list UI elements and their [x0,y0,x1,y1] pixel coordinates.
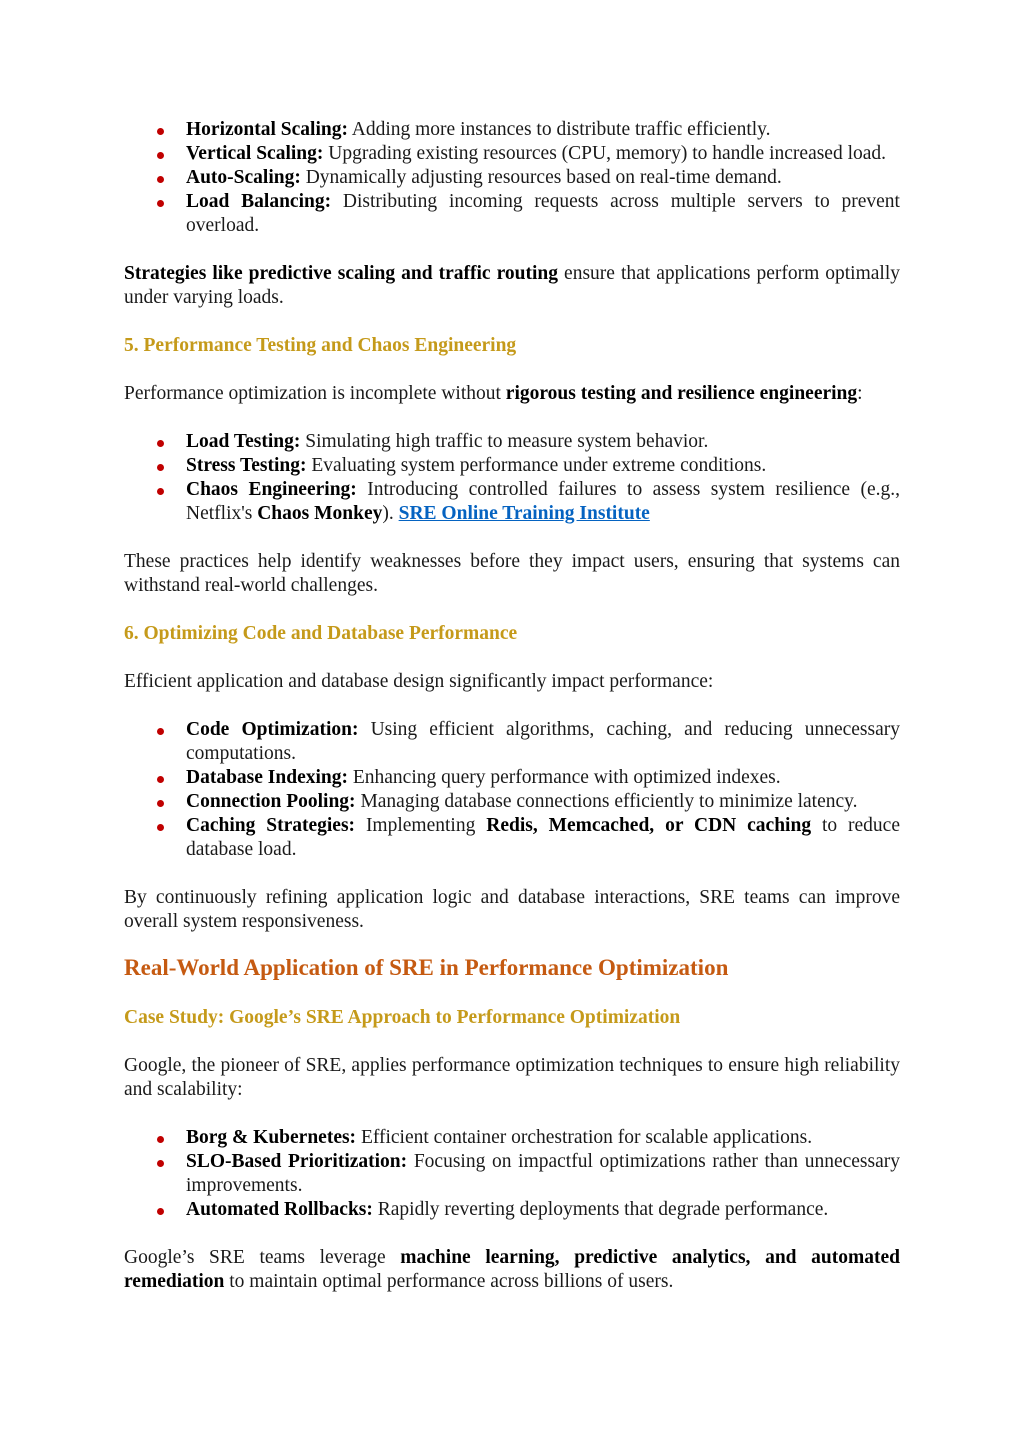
closing-paragraph: Google’s SRE teams leverage machine learning, predictive analytics, and automated remediation to maintain optimal performance across billions of users. [124,1247,900,1292]
list-item: Database Indexing: Enhancing query performance with optimized indexes. [124,766,900,790]
section-6-outro: By continuously refining application logic and database interactions, SRE teams can improve overall system responsiveness. [124,887,900,932]
list-item: SLO-Based Prioritization: Focusing on impactful optimizations rather than unnecessary improvements. [124,1150,900,1198]
list-item: Automated Rollbacks: Rapidly reverting deployments that degrade performance. [124,1198,900,1222]
real-world-heading: Real-World Application of SRE in Performance Optimization [124,955,729,980]
list-item: Vertical Scaling: Upgrading existing resources (CPU, memory) to handle increased load. [124,142,900,166]
list-item: Code Optimization: Using efficient algorithms, caching, and reducing unnecessary computations. [124,718,900,766]
list-item: Load Balancing: Distributing incoming requests across multiple servers to prevent overload. [124,190,900,238]
section-5-intro: Performance optimization is incomplete without rigorous testing and resilience engineering: [124,383,863,404]
list-item: Chaos Engineering: Introducing controlled failures to assess system resilience (e.g., Netflix's Chaos Monkey). SRE Online Training Institute [124,478,900,526]
section-5-heading: 5. Performance Testing and Chaos Engineering [124,335,517,356]
list-item: Borg & Kubernetes: Efficient container orchestration for scalable applications. [124,1126,900,1150]
list-item: Auto-Scaling: Dynamically adjusting resources based on real-time demand. [124,166,900,190]
case-study-intro: Google, the pioneer of SRE, applies performance optimization techniques to ensure high reliability and scalability: [124,1055,900,1100]
list-item: Stress Testing: Evaluating system performance under extreme conditions. [124,454,900,478]
list-item: Load Testing: Simulating high traffic to measure system behavior. [124,430,900,454]
document-page [124,118,900,1294]
case-study-heading: Case Study: Google’s SRE Approach to Performance Optimization [124,1007,681,1028]
training-institute-link[interactable]: SRE Online Training Institute [398,503,650,524]
list-item: Caching Strategies: Implementing Redis, Memcached, or CDN caching to reduce database load. [124,814,900,862]
strategies-paragraph: Strategies like predictive scaling and traffic routing ensure that applications perform optimally under varying loads. [124,263,901,308]
section-5-outro: These practices help identify weaknesses before they impact users, ensuring that systems can withstand real-world challenges. [124,551,900,596]
scaling-list [124,118,900,238]
section-6-heading: 6. Optimizing Code and Database Performance [124,623,518,644]
list-item: Horizontal Scaling: Adding more instances to distribute traffic efficiently. [124,118,900,142]
section-6-intro: Efficient application and database design significantly impact performance: [124,671,714,692]
optimization-list [124,718,900,862]
list-item: Connection Pooling: Managing database connections efficiently to minimize latency. [124,790,900,814]
testing-list [124,430,900,526]
google-list [124,1126,900,1222]
